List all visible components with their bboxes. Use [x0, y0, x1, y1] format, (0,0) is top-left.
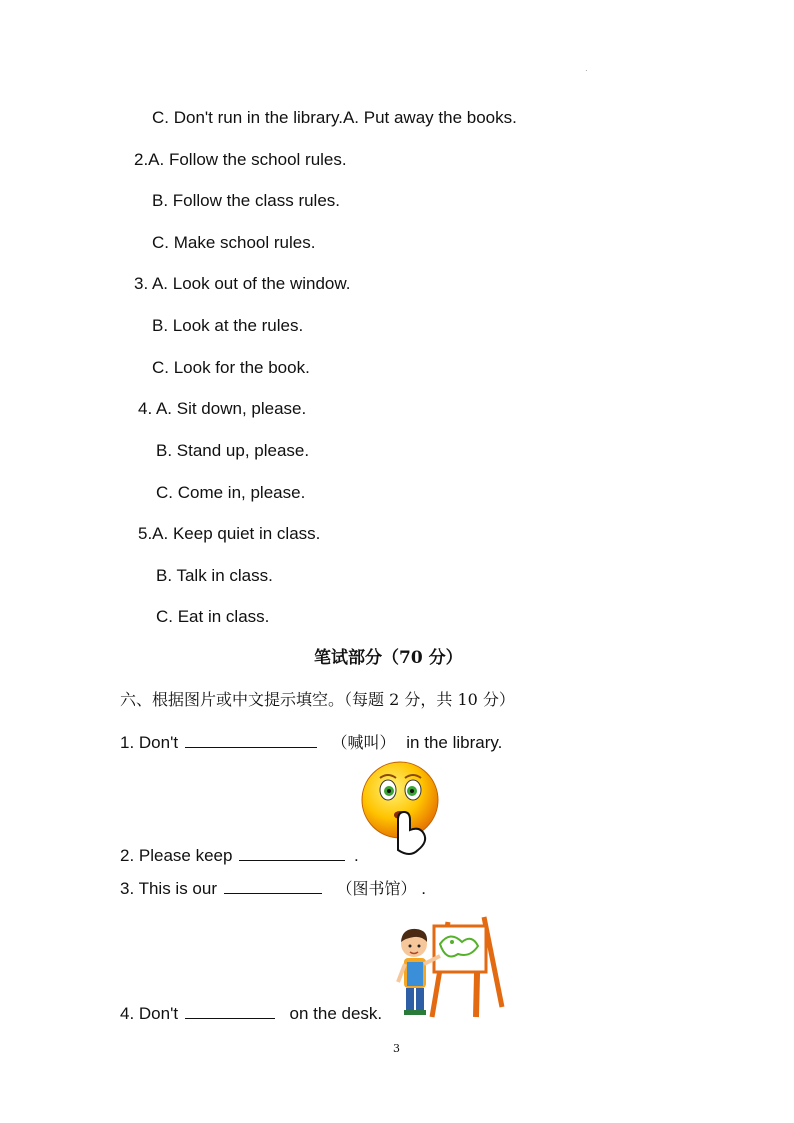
corner-mark: · — [585, 66, 588, 75]
item-1-suffix: in the library. — [406, 733, 503, 752]
item-3-suffix: . — [421, 879, 426, 898]
item-3-blank[interactable] — [224, 877, 322, 894]
q2-option-a: 2.A. Follow the school rules. — [134, 150, 347, 169]
q2-option-b: B. Follow the class rules. — [152, 191, 341, 210]
q4-option-b: B. Stand up, please. — [156, 441, 310, 460]
q3-option-b: B. Look at the rules. — [152, 316, 304, 335]
section-instruction: 六、根据图片或中文提示填空。（每题 2 分，共 10 分） — [120, 690, 515, 709]
q4-option-a: 4. A. Sit down, please. — [138, 399, 307, 418]
item-3-prefix: 3. This is our — [120, 879, 218, 898]
q5-option-a: 5.A. Keep quiet in class. — [138, 524, 321, 543]
item-4-prefix: 4. Don't — [120, 1004, 179, 1023]
item-1-prefix: 1. Don't — [120, 733, 179, 752]
item-1-hint: （喊叫） — [331, 733, 396, 752]
q3-option-c: C. Look for the book. — [152, 358, 310, 377]
fill-item-2 — [120, 844, 359, 867]
item-4-suffix: on the desk. — [289, 1004, 383, 1023]
item-2-prefix: 2. Please keep — [120, 846, 233, 865]
q4-option-c: C. Come in, please. — [156, 483, 306, 502]
fill-item-3 — [120, 877, 426, 900]
q5-option-c: C. Eat in class. — [156, 607, 270, 626]
page-number: 3 — [393, 1042, 400, 1055]
q5-option-b: B. Talk in class. — [156, 566, 273, 585]
q3-option-a: 3. A. Look out of the window. — [134, 274, 351, 293]
item-3-hint: （图书馆） — [336, 879, 417, 898]
fill-item-4 — [120, 1002, 382, 1025]
item-2-suffix: . — [353, 846, 359, 865]
shushing-emoji-image — [358, 760, 448, 860]
item-1-blank[interactable] — [185, 731, 317, 748]
q2-option-c: C. Make school rules. — [152, 233, 316, 252]
item-2-blank[interactable] — [239, 844, 345, 861]
item-4-blank[interactable] — [185, 1002, 275, 1019]
boy-drawing-image — [392, 912, 507, 1022]
section-title: 笔试部分（70 分） — [314, 648, 463, 668]
q1-option-c: C. Don't run in the library.A. Put away the books. — [152, 108, 517, 127]
fill-item-1 — [120, 731, 502, 754]
